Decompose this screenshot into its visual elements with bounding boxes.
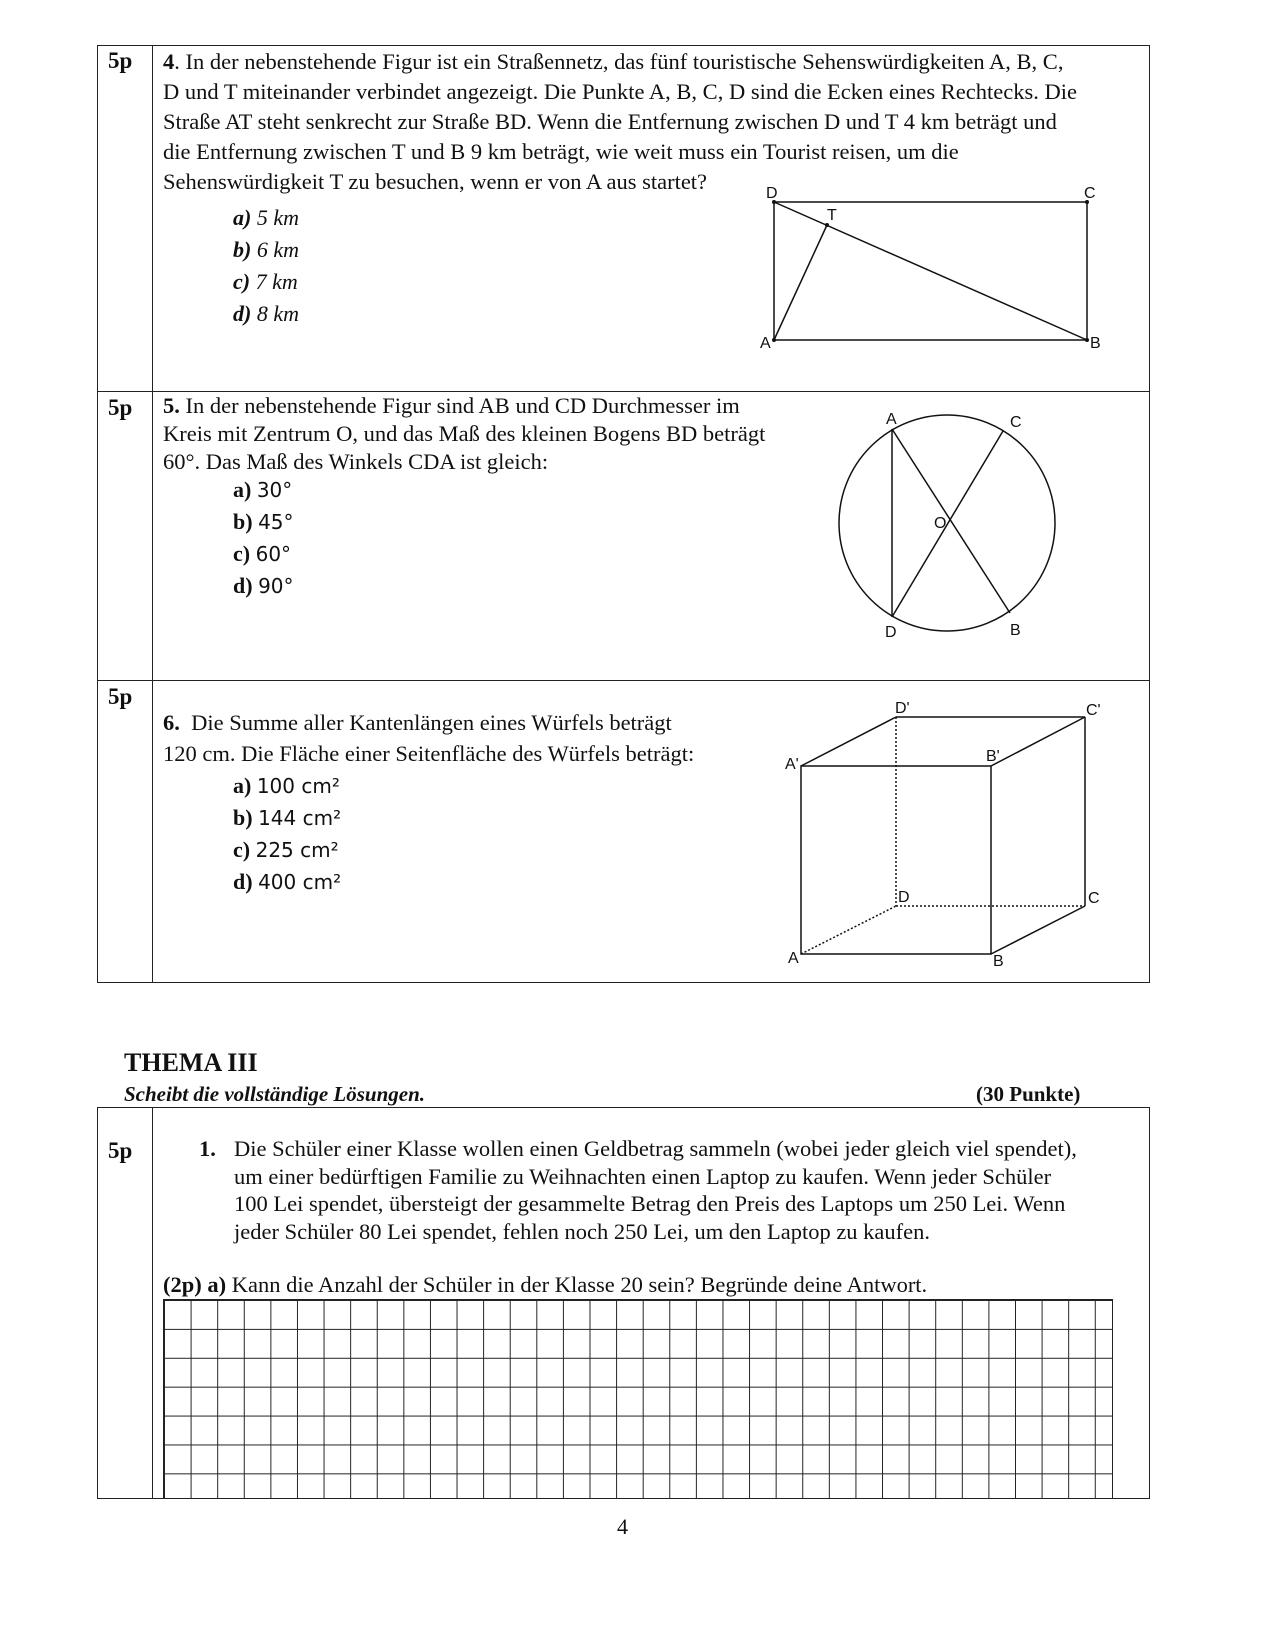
text-line: Die Schüler einer Klasse wollen einen Geldbetrag sammeln (wobei jeder gleich viel spendet), (234, 1136, 1077, 1161)
problem-4-text: 4. In der nebenstehende Figur ist ein Straßennetz, das fünf touristische Sehenswürdigkeiten A, B, C, D und T miteinander verbindet angezeigt. Die Punkte A, B, C, D sind die Ecken eines Rechtecks. Die Straße AT steht senkrecht zur Straße BD. Wenn die Entfernung zwischen D und T 4 km beträgt und die Entfernung zwischen T und B 9 km beträgt, wie weit muss ein Tourist reisen, um die Sehenswürdigkeit T zu besuchen, wenn er von A aus startet? (163, 47, 1143, 197)
figure-label: B (1010, 622, 1021, 639)
option[interactable]: c) 60° (233, 541, 292, 566)
text-line: um einer bedürftigen Familie zu Weihnachten einen Laptop zu kaufen. Wenn jeder Schüler (234, 1163, 1052, 1189)
figure-label: O (934, 515, 947, 532)
text-line: 60°. Das Maß des Winkels CDA ist gleich: (163, 449, 549, 474)
text-line: Straße AT steht senkrecht zur Straße BD. Wenn die Entfernung zwischen D und T 4 km beträgt und (163, 109, 1057, 134)
answer-grid[interactable] (163, 1299, 1113, 1499)
option[interactable]: b) 144 cm² (233, 805, 342, 830)
points-label: 5p (108, 48, 133, 73)
text-line: 120 cm. Die Fläche einer Seitenfläche des Würfels beträgt: (163, 741, 695, 766)
section-points: (30 Punkte) (976, 1082, 1081, 1106)
text-line: D und T miteinander verbindet angezeigt. Die Punkte A, B, C, D sind die Ecken eines Rechtecks. Die (163, 79, 1077, 104)
figure-label: D (885, 624, 897, 641)
figure-label: C (1010, 414, 1022, 431)
figure-label: D (898, 889, 910, 906)
figure-label: D' (895, 700, 910, 717)
cube-figure (780, 695, 1110, 975)
text-line: In der nebenstehende Figur ist ein Straßennetz, das fünf touristische Sehenswürdigkeiten A, B, C, (185, 49, 1064, 74)
text-line: In der nebenstehende Figur sind AB und CD Durchmesser im (185, 393, 740, 418)
subquestion-points: (2p) a) (163, 1272, 227, 1297)
text-line: die Entfernung zwischen T und B 9 km beträgt, wie weit muss ein Tourist reisen, um die (163, 139, 959, 164)
option[interactable]: a) 5 km (233, 205, 299, 230)
problem-iii1-number: 1. (199, 1136, 216, 1161)
figure-label: B' (986, 748, 1000, 765)
text-line: Sehenswürdigkeit T zu besuchen, wenn er von A aus startet? (163, 169, 708, 194)
points-column-divider (152, 45, 153, 983)
option[interactable]: c) 7 km (233, 269, 298, 294)
row-divider (97, 680, 1150, 681)
points-column-divider (152, 1107, 153, 1499)
text-line: jeder Schüler 80 Lei spendet, fehlen noch 250 Lei, um den Laptop zu kaufen. (234, 1218, 931, 1244)
figure-label: A (886, 411, 897, 428)
points-label: 5p (108, 395, 133, 420)
figure-label: T (827, 207, 837, 224)
option[interactable]: c) 225 cm² (233, 837, 339, 862)
option[interactable]: d) 90° (233, 573, 294, 598)
option[interactable]: b) 6 km (233, 237, 299, 262)
section-title: THEMA III (124, 1048, 258, 1077)
figure-label: C' (1086, 702, 1101, 719)
subquestion-a (163, 1271, 1143, 1299)
options-list (233, 770, 341, 898)
page-number: 4 (617, 1514, 628, 1539)
options-list (233, 474, 294, 602)
text-line: Kreis mit Zentrum O, und das Maß des kleinen Bogens BD beträgt (163, 421, 766, 446)
rectangle-figure (750, 180, 1110, 355)
figure-label: A' (785, 756, 799, 773)
figure-label: A (760, 335, 771, 352)
option[interactable]: a) 100 cm² (233, 773, 340, 798)
figure-label: B (993, 953, 1004, 970)
points-label: 5p (108, 1138, 133, 1163)
figure-label: A (788, 950, 799, 967)
figure-label: B (1090, 335, 1101, 352)
subquestion-text: Kann die Anzahl der Schüler in der Klasse 20 sein? Begründe deine Antwort. (231, 1272, 928, 1297)
option[interactable]: d) 8 km (233, 301, 299, 326)
circle-figure (830, 405, 1070, 645)
problem-5-text (163, 392, 823, 476)
points-label: 5p (108, 684, 133, 709)
problem-number: 4 (163, 49, 175, 74)
figure-label: C (1088, 890, 1100, 907)
figure-label: C (1084, 185, 1096, 202)
text-line: Die Summe aller Kantenlängen eines Würfels beträgt (191, 710, 672, 735)
figure-label: D (766, 185, 778, 202)
problem-number: 5. (163, 393, 180, 418)
section-instruction: Scheibt die vollständige Lösungen. (124, 1082, 426, 1106)
problem-number: 6. (163, 710, 180, 735)
option[interactable]: a) 30° (233, 477, 293, 502)
option[interactable]: b) 45° (233, 509, 294, 534)
options-list (233, 202, 299, 330)
problem-6-text (163, 707, 783, 769)
problem-iii1-text (234, 1135, 1139, 1245)
text-line: 100 Lei spendet, übersteigt der gesammelte Betrag den Preis des Laptops um 250 Lei. Wenn (234, 1191, 1066, 1216)
option[interactable]: d) 400 cm² (233, 869, 342, 894)
